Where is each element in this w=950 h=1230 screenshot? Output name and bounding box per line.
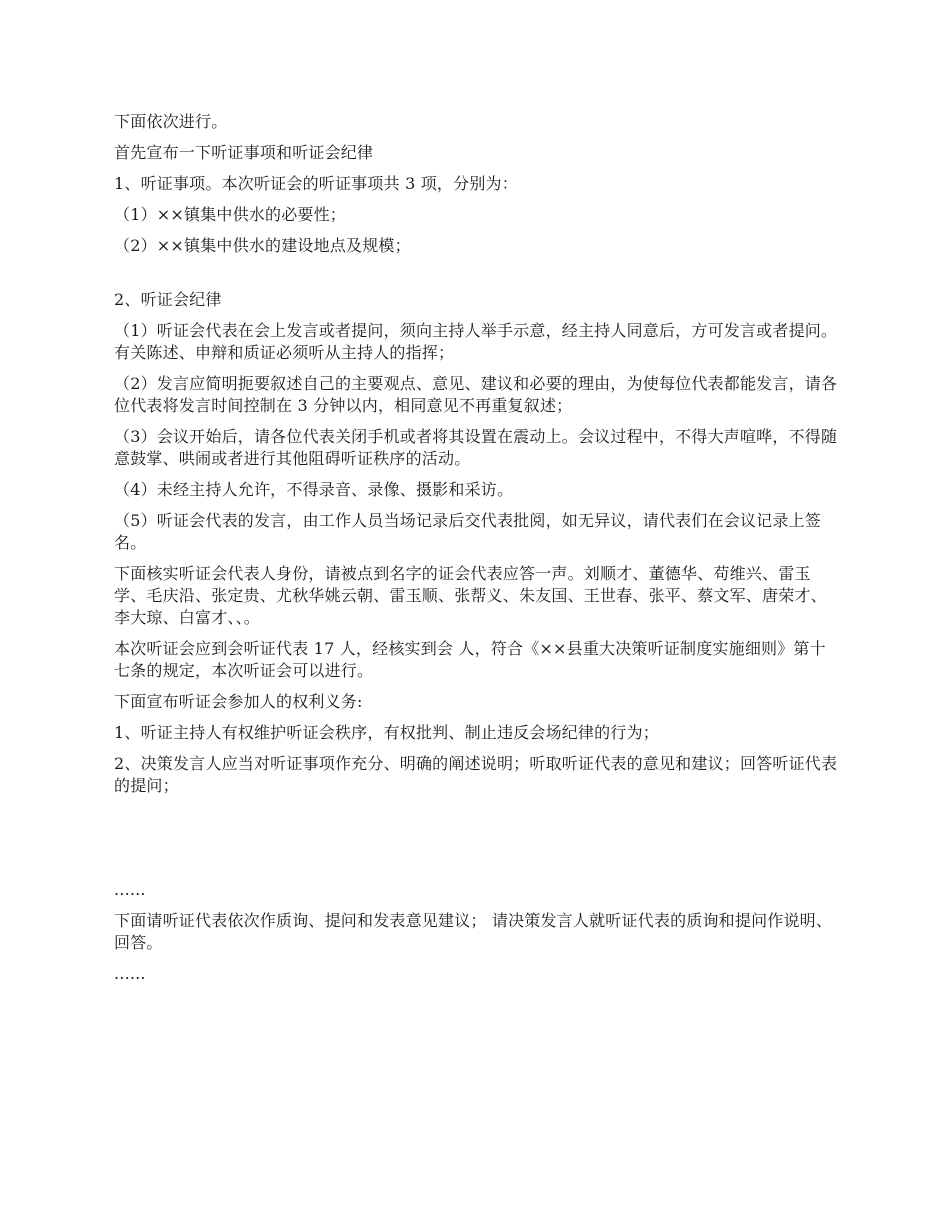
discipline-rule-1: （1）听证会代表在会上发言或者提问，须向主持人举手示意，经主持人同意后，方可发言或者提问。有关陈述、申辩和质证必须听从主持人的指挥； <box>114 321 838 362</box>
discipline-rule-5: （5）听证会代表的发言，由工作人员当场记录后交代表批阅，如无异议，请代表们在会议记录上签名。 <box>114 511 821 552</box>
paragraph-roll-call: 下面核实听证会代表人身份，请被点到名字的证会代表应答一声。刘顺才、董德华、苟维兴、雷玉学、毛庆沿、张定贵、尤秋华姚云朝、雷玉顺、张帮义、朱友国、王世春、张平、蔡文军、唐荣才、李大琼、白富才、、。 <box>114 564 827 627</box>
paragraph-rights-intro: 下面宣布听证会参加人的权利义务: <box>114 692 363 711</box>
rights-item-2: 2、决策发言人应当对听证事项作充分、明确的阐述说明；听取听证代表的意见和建议；回答听证代表的提问； <box>114 754 838 795</box>
hearing-item-2: （2）××镇集中供水的建设地点及规模； <box>114 236 411 255</box>
ellipsis-1: ...... <box>114 880 146 899</box>
rights-item-1: 1、听证主持人有权维护听证会秩序，有权批判、制止违反会场纪律的行为； <box>114 723 659 742</box>
section-hearing-items: 1、听证事项。本次听证会的听证事项共 3 项，分别为： <box>114 174 518 193</box>
discipline-rule-4: （4）未经主持人允许，不得录音、录像、摄影和采访。 <box>114 480 514 499</box>
paragraph-attendance: 本次听证会应到会听证代表 17 人，经核实到会 人，符合《××县重大决策听证制度实施细则》第十七条的规定，本次听证会可以进行。 <box>114 639 826 680</box>
paragraph-announce: 首先宣布一下听证事项和听证会纪律 <box>114 143 374 162</box>
paragraph-questioning: 下面请听证代表依次作质询、提问和发表意见建议； 请决策发言人就听证代表的质询和提问作说明、回答。 <box>114 911 833 952</box>
ellipsis-2: ...... <box>114 964 146 983</box>
discipline-rule-3: （3）会议开始后，请各位代表关闭手机或者将其设置在震动上。会议过程中，不得大声喧哗，不得随意鼓掌、哄闹或者进行其他阻碍听证秩序的活动。 <box>114 427 838 468</box>
discipline-rule-2: （2）发言应简明扼要叙述自己的主要观点、意见、建议和必要的理由，为使每位代表都能发言，请各位代表将发言时间控制在 3 分钟以内，相同意见不再重复叙述； <box>114 374 838 415</box>
hearing-item-1: （1）××镇集中供水的必要性； <box>114 205 346 224</box>
paragraph-intro: 下面依次进行。 <box>114 112 228 131</box>
document-body <box>114 111 842 994</box>
section-discipline: 2、听证会纪律 <box>114 290 222 309</box>
